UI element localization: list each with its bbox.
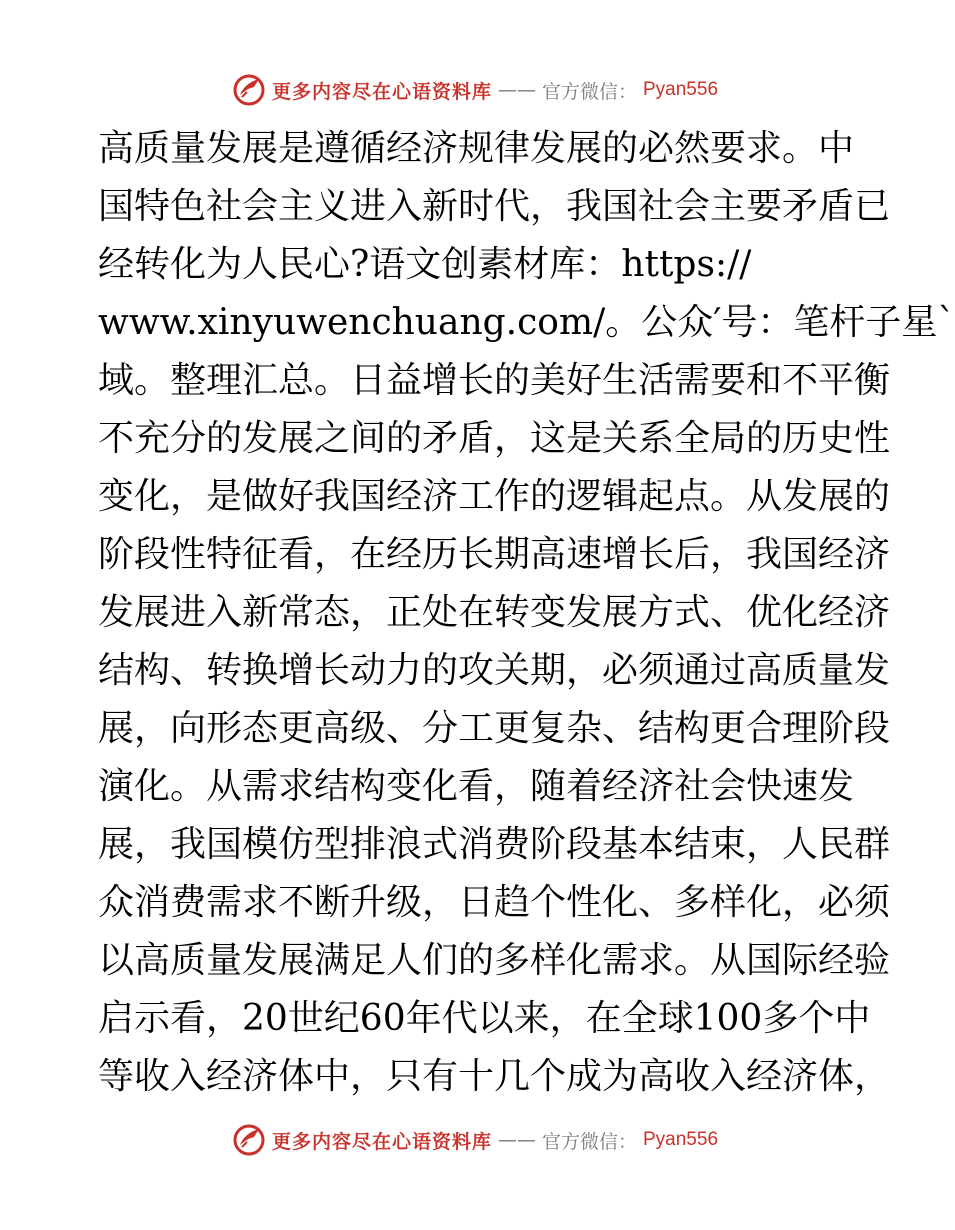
text-line: 等收入经济体中，只有十几个成为高收入经济体， [98,1056,891,1097]
footer-wechat-label: 官方微信： [541,1130,637,1153]
header-wechat-label: 官方微信： [541,80,637,103]
text-line: 域。整理汇总。日益增长的美好生活需要和不平衡 [98,360,891,401]
header-separator: —— [497,79,536,101]
pen-logo-icon [232,1123,266,1157]
header-wechat-id: Pyan556 [643,79,719,100]
header-banner [0,70,950,110]
text-line: 国特色社会主义进入新时代，我国社会主要矛盾已 [98,186,891,227]
text-line: 展，我国模仿型排浪式消费阶段基本结束，人民群 [98,824,891,865]
text-line: 启示看，20世纪60年代以来，在全球100多个中 [98,998,871,1039]
article-paragraph [98,120,955,1106]
text-line: www.xinyuwenchuang.com/。公众′号：笔杆子星` [98,302,955,343]
text-line: 以高质量发展满足人们的多样化需求。从国际经验 [98,940,891,981]
pen-logo-icon [232,73,266,107]
footer-brand: 更多内容尽在心语资料库 [271,1130,492,1153]
text-line: 经转化为人民心?语文创素材库：https:// [98,244,752,285]
footer-banner [0,1120,950,1160]
text-line: 众消费需求不断升级，日趋个性化、多样化，必须 [98,882,891,923]
footer-wechat-id: Pyan556 [643,1129,719,1150]
header-brand: 更多内容尽在心语资料库 [271,80,492,103]
text-line: 演化。从需求结构变化看，随着经济社会快速发 [98,766,855,807]
text-line: 高质量发展是遵循经济规律发展的必然要求。中 [98,128,855,169]
text-line: 变化，是做好我国经济工作的逻辑起点。从发展的 [98,476,891,517]
text-line: 不充分的发展之间的矛盾，这是关系全局的历史性 [98,418,891,459]
footer-separator: —— [497,1129,536,1151]
text-line: 结构、转换增长动力的攻关期，必须通过高质量发 [98,650,891,691]
text-line: 展，向形态更高级、分工更复杂、结构更合理阶段 [98,708,891,749]
text-line: 阶段性特征看，在经历长期高速增长后，我国经济 [98,534,891,575]
text-line: 发展进入新常态，正处在转变发展方式、优化经济 [98,592,891,633]
